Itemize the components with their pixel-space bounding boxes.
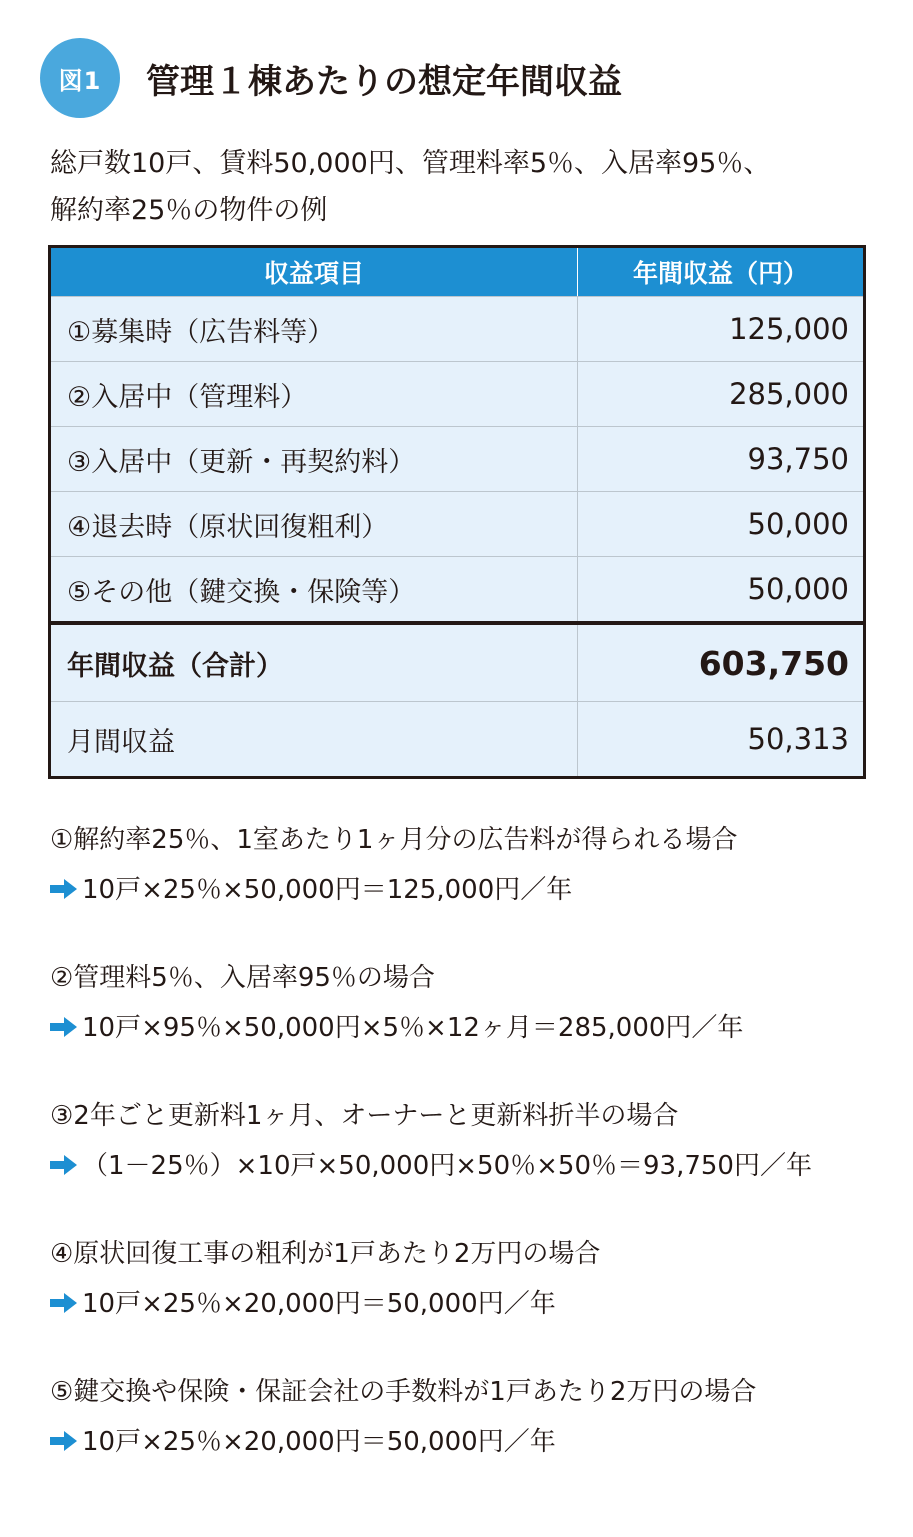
total-value: 603,750: [698, 643, 849, 683]
note-formula-line: [50, 1003, 900, 1053]
calculation-notes: [50, 815, 900, 1505]
note-item: [50, 1229, 900, 1329]
row-value: 125,000: [729, 312, 849, 346]
monthly-value: 50,313: [747, 722, 849, 756]
table-total-row: [51, 621, 863, 701]
note-formula-line: [50, 1417, 900, 1467]
right-arrow-icon: [50, 1016, 78, 1038]
note-formula-line: [50, 865, 900, 915]
table-row: [51, 361, 863, 426]
monthly-label: 月間収益: [51, 702, 578, 776]
row-label: ①募集時（広告料等）: [51, 297, 578, 361]
table-row: [51, 491, 863, 556]
revenue-table: [48, 245, 866, 779]
right-arrow-icon: [50, 1154, 78, 1176]
row-label: ⑤その他（鍵交換・保険等）: [51, 557, 578, 621]
row-value: 50,000: [747, 572, 849, 606]
right-arrow-icon: [50, 1430, 78, 1452]
note-item: [50, 953, 900, 1053]
note-item: [50, 1367, 900, 1467]
total-label: 年間収益（合計）: [51, 625, 578, 701]
note-formula: 10戸×25％×20,000円＝50,000円／年: [82, 1289, 556, 1319]
column-header-item: 収益項目: [51, 248, 578, 296]
row-value: 50,000: [747, 507, 849, 541]
note-formula: 10戸×95％×50,000円×5％×12ヶ月＝285,000円／年: [82, 1013, 744, 1043]
note-condition: ⑤鍵交換や保険・保証会社の手数料が1戸あたり2万円の場合: [50, 1377, 757, 1407]
right-arrow-icon: [50, 878, 78, 900]
row-label: ④退去時（原状回復粗利）: [51, 492, 578, 556]
subtitle-line-2: 解約率25％の物件の例: [50, 195, 328, 226]
column-header-revenue: 年間収益（円）: [632, 259, 808, 288]
table-row: [51, 296, 863, 361]
figure-badge: 図1: [40, 38, 120, 118]
row-value: 285,000: [729, 377, 849, 411]
note-condition: ②管理料5％、入居率95％の場合: [50, 963, 435, 993]
figure-title: 管理１棟あたりの想定年間収益: [146, 61, 622, 102]
figure-header: [40, 38, 622, 118]
note-formula-line: [50, 1279, 900, 1329]
table-header-row: [51, 248, 863, 296]
note-item: [50, 815, 900, 915]
right-arrow-icon: [50, 1292, 78, 1314]
table-monthly-row: [51, 701, 863, 776]
note-condition: ①解約率25％、1室あたり1ヶ月分の広告料が得られる場合: [50, 825, 738, 855]
note-formula-line: [50, 1141, 900, 1191]
note-formula: （1－25％）×10戸×50,000円×50％×50％＝93,750円／年: [82, 1151, 812, 1181]
note-formula: 10戸×25％×50,000円＝125,000円／年: [82, 875, 573, 905]
row-label: ③入居中（更新・再契約料）: [51, 427, 578, 491]
figure-subtitle: [50, 140, 890, 234]
note-item: [50, 1091, 900, 1191]
row-label: ②入居中（管理料）: [51, 362, 578, 426]
note-condition: ④原状回復工事の粗利が1戸あたり2万円の場合: [50, 1239, 601, 1269]
table-row: [51, 556, 863, 621]
note-formula: 10戸×25％×20,000円＝50,000円／年: [82, 1427, 556, 1457]
table-row: [51, 426, 863, 491]
note-condition: ③2年ごと更新料1ヶ月、オーナーと更新料折半の場合: [50, 1101, 679, 1131]
row-value: 93,750: [747, 442, 849, 476]
subtitle-line-1: 総戸数10戸、賃料50,000円、管理料率5％、入居率95％、: [50, 148, 771, 179]
